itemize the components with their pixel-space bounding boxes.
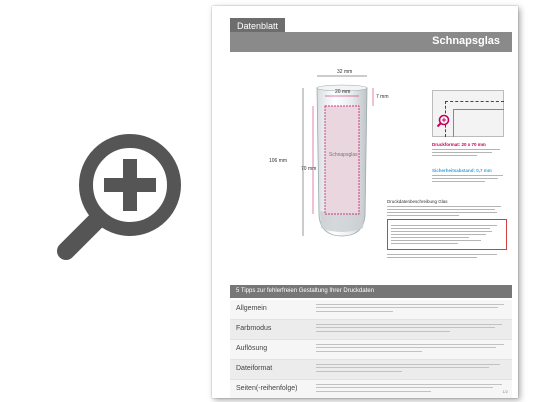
glass-label: Schnapsglas — [329, 152, 358, 158]
tips-title: 5 Tipps zur fehlerfreien Gestaltung Ihrer Druckdaten — [236, 288, 375, 294]
tip-label: Auflösung — [236, 345, 268, 352]
dim-top-margin: 7 mm — [376, 94, 389, 100]
tip-label: Dateiformat — [236, 365, 273, 372]
table-row — [230, 300, 512, 320]
table-row — [230, 320, 512, 340]
info-box — [387, 199, 507, 299]
tip-label: Seiten(-reihenfolge) — [236, 385, 298, 392]
datasheet-page[interactable] — [212, 6, 518, 398]
title-band — [230, 32, 512, 52]
side-note-safety-title: Sicherheitsabstand: 0,7 mm — [432, 168, 492, 173]
side-note-format-title: Druckformat: 20 x 70 mm — [432, 142, 486, 147]
dim-top-width: 32 mm — [337, 69, 353, 75]
detail-box — [427, 90, 509, 200]
table-row — [230, 380, 512, 398]
info-warning — [387, 219, 507, 250]
product-title: Schnapsglas — [432, 35, 500, 47]
side-note-format — [432, 142, 507, 158]
dim-total-height: 106 mm — [269, 158, 288, 164]
table-row — [230, 360, 512, 380]
side-note-safety — [432, 168, 507, 184]
dim-print-height: 70 mm — [301, 166, 317, 172]
tips-table — [230, 300, 512, 398]
magnifier-icon — [436, 114, 450, 128]
page-number: 1/2 — [502, 389, 508, 394]
tip-label: Farbmodus — [236, 325, 272, 332]
dim-print-width: 20 mm — [335, 89, 351, 95]
table-row — [230, 340, 512, 360]
info-title: Druckdatenbeschreibung Glas — [387, 199, 448, 204]
margin-detail — [432, 90, 504, 137]
tip-label: Allgemein — [236, 305, 267, 312]
tips-header — [230, 285, 512, 298]
datasheet-tab: Datenblatt — [230, 18, 285, 34]
zoom-in-icon[interactable] — [52, 127, 192, 267]
